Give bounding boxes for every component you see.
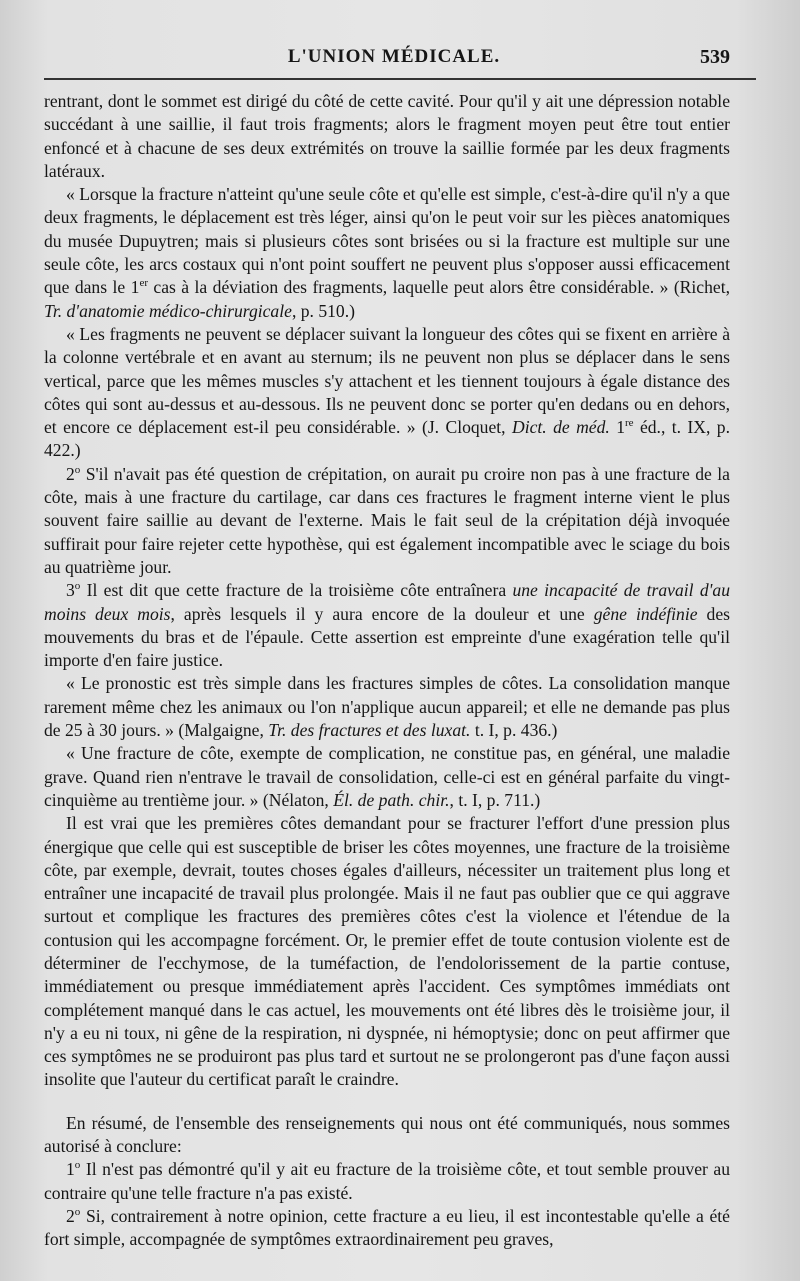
text-run: rentrant, dont le sommet est dirigé du côté de cette cavité. Pour qu'il y ait une dépression notable succédant à une saillie, il faut trois fragments; alors le fragment moyen peut être tout entier enfoncé et à chacune de ses deux extrémités on trouve la saillie formée par les deux fragments latéraux. — [44, 91, 730, 181]
text-run: 3 — [66, 580, 75, 601]
text-run: Il n'est pas démontré qu'il y ait eu fracture de la troisième côte, et tout semble prouver au contraire qu'une telle fracture n'a pas existé. — [44, 1159, 730, 1203]
italic-text: Dict. de méd. — [511, 417, 610, 438]
paragraph — [44, 183, 730, 323]
paragraph — [44, 742, 730, 812]
italic-text: une incapacité de travail d'au moins deux mois — [44, 580, 731, 624]
page-header — [44, 36, 744, 76]
paragraph — [44, 579, 730, 672]
paragraph — [44, 90, 730, 183]
text-run: Si, contrairement à notre opinion, cette fracture a eu lieu, il est incontestable qu'elle a été fort simple, accompagnée de symptômes extraordinairement peu graves, — [44, 1205, 730, 1250]
text-run: 2 — [66, 463, 75, 484]
superscript: o — [74, 1159, 81, 1172]
italic-text: Tr. d'anatomie médico-chirurgicale — [44, 300, 292, 321]
superscript: o — [74, 463, 81, 476]
paragraph — [44, 1112, 730, 1159]
text-run: 2 — [66, 1205, 75, 1226]
superscript: o — [74, 580, 81, 593]
paragraph — [44, 1205, 730, 1252]
paragraph — [44, 323, 730, 463]
text-run: cas à la déviation des fragments, laquelle peut alors être considérable. » (Richet, — [147, 277, 730, 298]
paragraph — [44, 672, 730, 742]
text-run: « Lorsque la fracture n'atteint qu'une seule côte et qu'elle est simple, c'est-à-dire qu'il n'y a que deux fragments, le déplacement est très léger, ainsi qu'on le peut voir sur les pièces anatomiques du musée Dupuytren; mais si plusieurs côtes sont brisées ou si la fracture est multiple sur une seule côte, les arcs costaux qui n'ont point souffert ne peuvent plus s'opposer aussi efficacement que dans le 1 — [44, 184, 730, 298]
text-run: « Le pronostic est très simple dans les fractures simples de côtes. La consolidation manque rarement même chez les animaux ou l'on n'applique aucun appareil; et elle ne demande pas plus de 25 à 30 jours. » (Malgaigne, — [44, 673, 730, 741]
paragraph — [44, 812, 730, 1092]
text-run: Il est dit que cette fracture de la troisième côte entraînera — [80, 580, 513, 601]
superscript: er — [139, 277, 148, 290]
text-run: éd., t. IX, p. 422.) — [44, 417, 730, 461]
text-run: , après lesquels il y aura encore de la douleur et une — [170, 603, 594, 624]
text-run: , p. 510.) — [291, 300, 355, 321]
text-run: des mouvements du bras et de l'épaule. Cette assertion est empreinte d'une exagération telle qu'il importe d'en faire justice. — [44, 603, 731, 671]
text-run: 1 — [66, 1159, 75, 1180]
text-run: « Les fragments ne peuvent se déplacer suivant la longueur des côtes qui se fixent en arrière à la colonne vertébrale et en avant au sternum; ils ne peuvent non plus se déplacer dans le sens vertical, parce que les mêmes muscles s'y attachent et les tiennent toujours à égale distance des côtes qui sont au-dessus et au-dessous. Ils ne peuvent donc se porter qu'en dedans ou en dehors, et encore ce déplacement est-il peu considérable. » (J. Cloquet, — [44, 323, 730, 438]
italic-text: Él. de path. chir. — [333, 789, 450, 810]
italic-text: Tr. des fractures et des luxat. — [268, 720, 471, 741]
italic-text: gêne indéfinie — [593, 603, 698, 624]
text-run: S'il n'avait pas été question de crépitation, on aurait pu croire non pas à une fracture de la côte, mais à une fracture du cartilage, car dans ces fractures le fragment interne vient le plus souvent faire saillie au devant de l'externe. Mais le fait seul de la crépitation déjà invoquée suffirait pour faire rejeter cette hypothèse, qui est également incompatible avec le sciage du bois au quatrième jour. — [44, 463, 730, 577]
header-rule — [44, 78, 756, 80]
page-number: 539 — [700, 46, 730, 68]
paragraph — [44, 463, 730, 579]
superscript: o — [74, 1206, 81, 1219]
running-head: L'UNION MÉDICALE. — [287, 46, 501, 67]
text-run: t. I, p. 436.) — [470, 720, 558, 741]
text-run: Il est vrai que les premières côtes demandant pour se fracturer l'effort d'une pression plus énergique que celle qui est susceptible de briser les côtes moyennes, une fracture de la troisième côte, par exemple, devrait, toutes choses égales d'ailleurs, nécessiter un traitement plus long et entraîner une incapacité de travail plus prolongée. Mais il ne faut pas oublier que ce qui aggrave surtout et complique les fractures des premières côtes c'est la violence et l'étendue de la contusion qui les accompagne forcément. Or, le premier effet de toute contusion violente est de déterminer de l'ecchymose, de la tuméfaction, de l'endolorissement de la partie contuse, immédiatement ou presque immédiatement après l'accident. Ces symptômes immédiats ont complétement manqué dans le cas actuel, les mouvements ont été libres dès le troisième jour, il n'y a eu ni toux, ni gêne de la respiration, ni dyspnée, ni hémoptysie; donc on peut affirmer que ces symptômes ne se produiront pas plus tard et surtout ne se prolongeront pas d'une façon aussi insolite que l'auteur du certificat paraît le craindre. — [44, 813, 730, 1090]
body-text — [44, 90, 730, 1252]
text-run: « Une fracture de côte, exempte de complication, ne constitue pas, en général, une maladie grave. Quand rien n'entrave le travail de consolidation, celle-ci est en général parfaite du vingt-cinquième au trentième jour. » (Nélaton, — [44, 743, 730, 810]
text-run: 1 — [609, 417, 625, 438]
paragraph — [44, 1158, 730, 1205]
text-run: , t. I, p. 711.) — [449, 789, 541, 810]
superscript: re — [625, 417, 634, 430]
text-run: En résumé, de l'ensemble des renseignements qui nous ont été communiqués, nous sommes autorisé à conclure: — [44, 1112, 730, 1157]
